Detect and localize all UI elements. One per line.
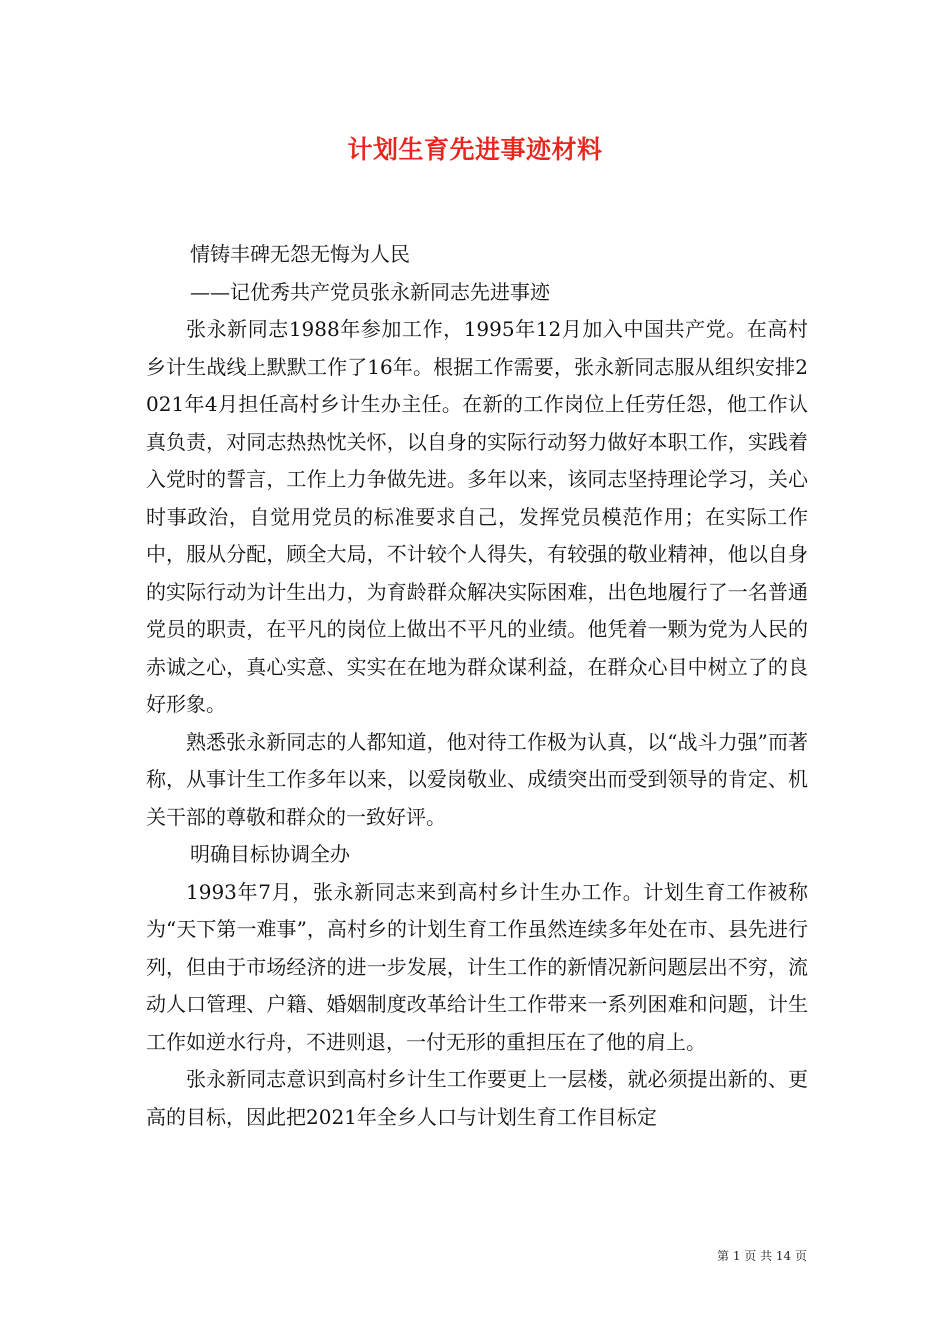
section-heading: 明确目标协调全办 (190, 842, 350, 866)
body-paragraph: 张永新同志意识到高村乡计生工作要更上一层楼，就必须提出新的、更高的目标，因此把2021年全乡人口与计划生育工作目标定 (146, 1067, 808, 1129)
page-number-footer: 第 1 页 共 14 页 (717, 1249, 807, 1263)
body-paragraph: 张永新同志1988年参加工作，1995年12月加入中国共产党。在高村乡计生战线上默默工作了16年。根据工作需要，张永新同志服从组织安排2021年4月担任高村乡计生办主任。在新的工作岗位上任劳任怨，他工作认真负责，对同志热热忱关怀，以自身的实际行动努力做好本职工作，实践着入党时的誓言，工作上力争做先进。多年以来，该同志坚持理论学习，关心时事政治，自觉用党员的标准要求自己，发挥党员模范作用；在实际工作中，服从分配，顾全大局，不计较个人得失，有较强的敬业精神，他以自身的实际行动为计生出力，为育龄群众解决实际困难，出色地履行了一名普通党员的职责，在平凡的岗位上做出不平凡的业绩。他凭着一颗为党为人民的赤诚之心，真心实意、实实在在地为群众谋利益，在群众心目中树立了的良好形象。 (146, 317, 808, 716)
body-paragraph: 熟悉张永新同志的人都知道，他对待工作极为认真，以“战斗力强”而著称，从事计生工作多年以来，以爱岗敬业、成绩突出而受到领导的肯定、机关干部的尊敬和群众的一致好评。 (146, 729, 808, 829)
document-title: 计划生育先进事迹材料 (347, 135, 603, 164)
article-subheading: ——记优秀共产党员张永新同志先进事迹 (190, 279, 550, 304)
article-heading: 情铸丰碑无怨无悔为人民 (190, 242, 410, 266)
body-paragraph: 1993年7月，张永新同志来到高村乡计生办工作。计划生育工作被称为“天下第一难事”，高村乡的计划生育工作虽然连续多年处在市、县先进行列，但由于市场经济的进一步发展，计生工作的新情况新问题层出不穷，流动人口管理、户籍、婚姻制度改革给计生工作带来一系列困难和问题，计生工作如逆水行舟，不进则退，一付无形的重担压在了他的肩上。 (146, 879, 808, 1054)
document-body (146, 236, 808, 1136)
